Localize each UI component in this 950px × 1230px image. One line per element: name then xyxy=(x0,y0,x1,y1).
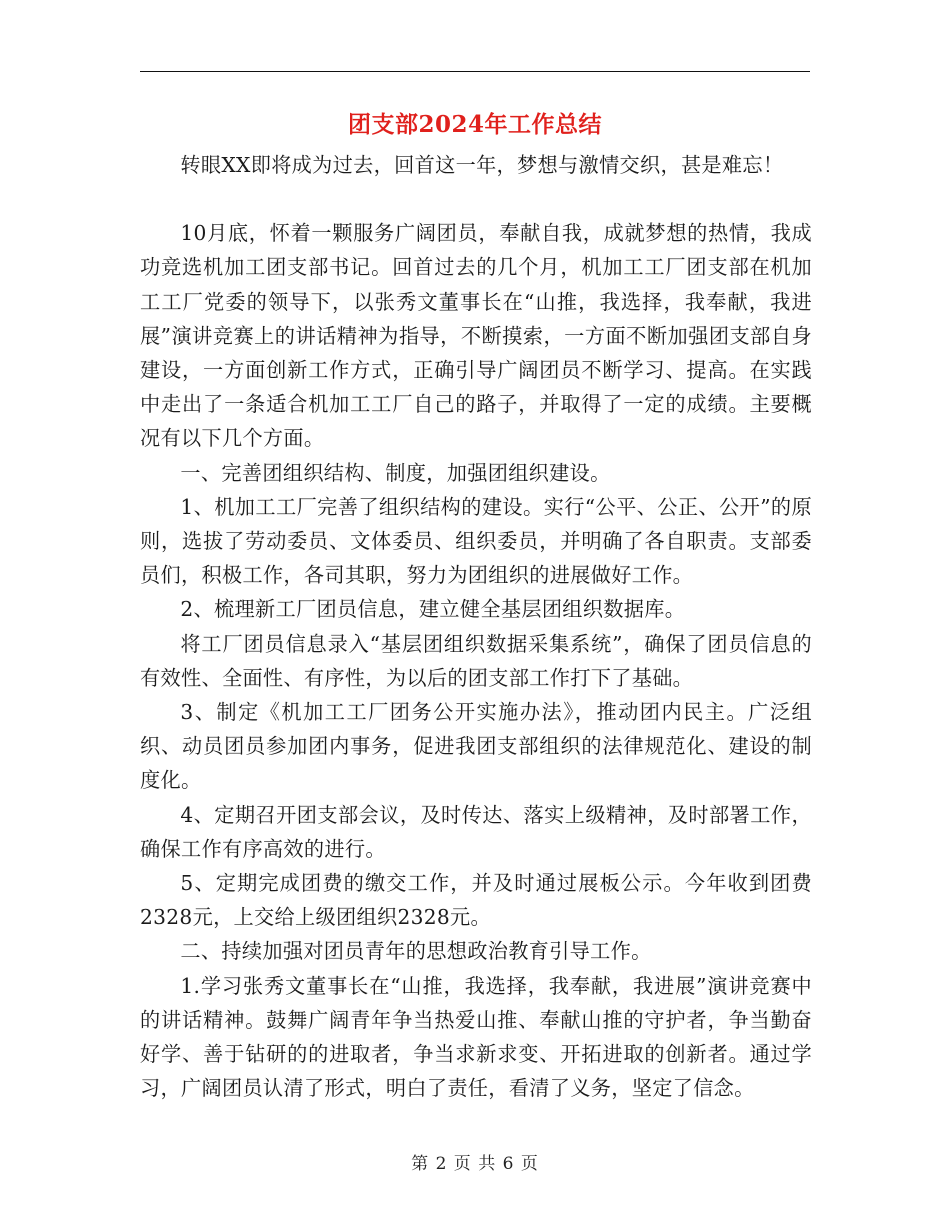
body-paragraph: 4、定期召开团支部会议，及时传达、落实上级精神，及时部署工作，确保工作有序高效的进行。 xyxy=(140,802,812,861)
body-paragraph: 1.学习张秀文董事长在“山推，我选择，我奉献，我进展”演讲竞赛中的讲话精神。鼓舞广阔青年争当热爱山推、奉献山推的守护者，争当勤奋好学、善于钻研的的进取者，争当求新求变、开拓进取的创新者。通过学习，广阔团员认清了形式，明白了责任，看清了义务，坚定了信念。 xyxy=(140,973,812,1101)
body-paragraph: 10月底，怀着一颗服务广阔团员，奉献自我，成就梦想的热情，我成功竞选机加工团支部书记。回首过去的几个月，机加工工厂团支部在机加工工厂党委的领导下，以张秀文董事长在“山推，我选择，我奉献，我进展”演讲竞赛上的讲话精神为指导，不断摸索，一方面不断加强团支部自身建设，一方面创新工作方式，正确引导广阔团员不断学习、提高。在实践中走出了一条适合机加工工厂自己的路子，并取得了一定的成绩。主要概况有以下几个方面。 xyxy=(140,221,812,451)
section-heading: 一、完善团组织结构、制度，加强团组织建设。 xyxy=(180,460,611,485)
body-paragraph: 2、梳理新工厂团员信息，建立健全基层团组织数据库。 xyxy=(180,597,686,622)
page-number-footer: 第 2 页 共 6 页 xyxy=(411,1154,539,1174)
body-paragraph: 5、定期完成团费的缴交工作，并及时通过展板公示。今年收到团费2328元，上交给上级团组织2328元。 xyxy=(140,871,812,930)
body-paragraph: 1、机加工工厂完善了组织结构的建设。实行“公平、公正、公开”的原则，选拔了劳动委员、文体委员、组织委员，并明确了各自职责。支部委员们，积极工作，各司其职，努力为团组织的进展做好工作。 xyxy=(140,494,812,588)
document-body xyxy=(140,148,812,1105)
header-rule xyxy=(140,71,810,72)
document-title: 团支部2024年工作总结 xyxy=(347,111,602,138)
section-heading: 二、持续加强对团员青年的思想政治教育引导工作。 xyxy=(180,939,652,964)
body-paragraph: 将工厂团员信息录入“基层团组织数据采集系统”，确保了团员信息的有效性、全面性、有序性，为以后的团支部工作打下了基础。 xyxy=(140,631,812,690)
intro-paragraph: 转眼XX即将成为过去，回首这一年，梦想与激情交织，甚是难忘！ xyxy=(180,153,784,177)
body-paragraph: 3、制定《机加工工厂团务公开实施办法》，推动团内民主。广泛组织、动员团员参加团内事务，促进我团支部组织的法律规范化、建设的制度化。 xyxy=(140,700,812,793)
